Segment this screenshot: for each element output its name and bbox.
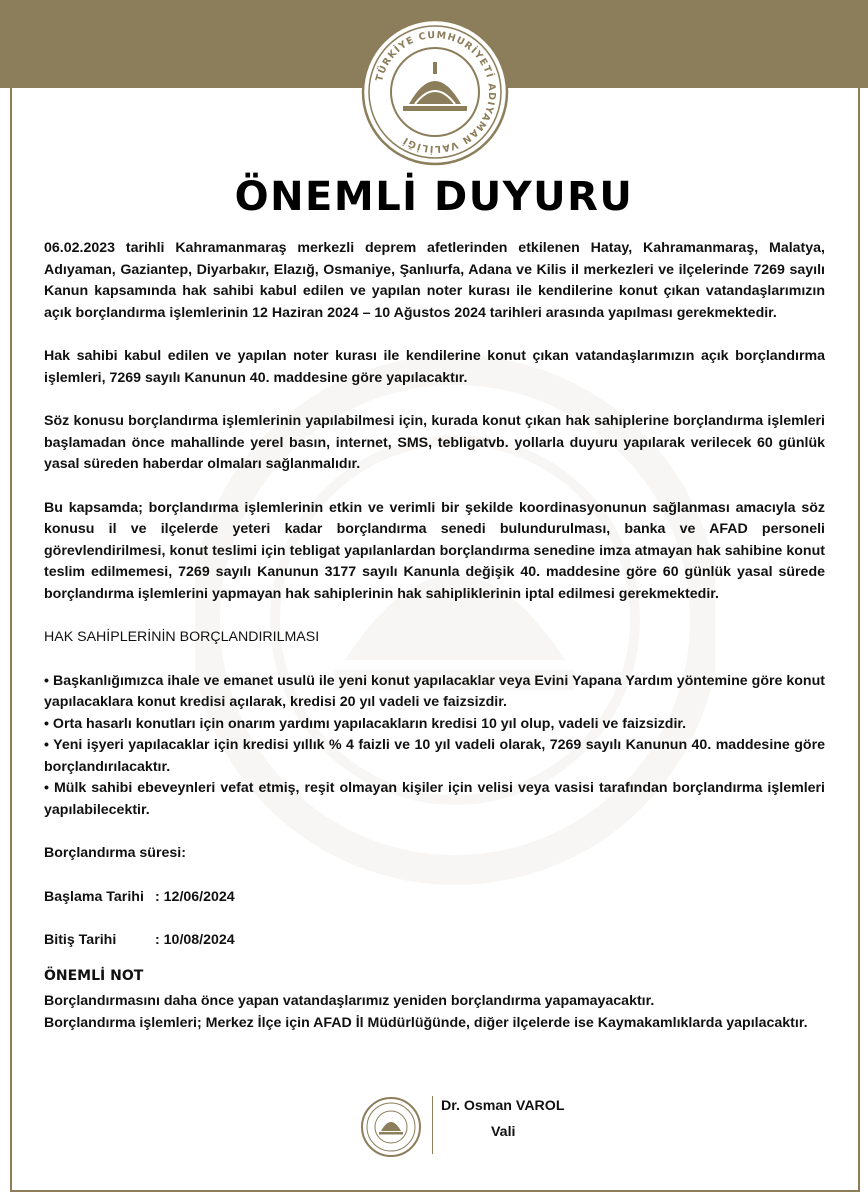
period-label: Borçlandırma süresi: [44, 845, 186, 861]
page-title: ÖNEMLİ DUYURU [234, 174, 634, 220]
start-date-row [44, 887, 825, 909]
signatory-title: Vali [491, 1124, 516, 1140]
bullet-item: • Başkanlığımızca ihale ve emanet usulü ile yeni konut yapılacaklar veya Evini Yapana Yardım yöntemine göre konut yapılacaklara konut kredisi açılarak, kredisi 20 yıl vadeli ve faizsizdir. [44, 672, 825, 710]
paragraph-1: 06.02.2023 tarihli Kahramanmaraş merkezli deprem afetlerinden etkilenen Hatay, Kahramanmaraş, Malatya, Adıyaman, Gaziantep, Diyarbakır, Elazığ, Osmaniye, Şanlıurfa, Adana ve Kilis il merkezleri ve ilçelerinde 7269 sayılı Kanun kapsamında hak sahibi kabul edilen ve yapılan noter kurası ile kendilerine konut çıkan vatandaşlarımızın açık borçlandırma işlemlerinin 12 Haziran 2024 – 10 Ağustos 2024 tarihleri arasında yapılması gerekmektedir. [44, 240, 825, 321]
note-heading: ÖNEMLİ NOT [44, 967, 144, 984]
end-date-value: : 10/08/2024 [155, 932, 235, 948]
announcement-body [44, 238, 825, 1034]
paragraph-4: Bu kapsamda; borçlandırma işlemlerinin etkin ve verimli bir şekilde koordinasyonunun sağlanması amacıyla söz konusu il ve ilçelerde yeteri kadar borçlandırma senedi bulundurulması, banka ve AFAD personeli görevlendirilmesi, konut teslimi için tebligat yapılanlardan borçlandırma senedine imza atmayan hak sahibine konut teslim edilmemesi, 7269 sayılı Kanunun 3177 sayılı Kanunla değişik 40. maddesine göre 60 günlük yasal sürede borçlandırma işlemlerini yapmayan hak sahiplerinin hak sahipliklerinin iptal edilmesi gerekmektedir. [44, 499, 825, 602]
bullet-item: • Orta hasarlı konutları için onarım yardımı yapılacakların kredisi 10 yıl olup, vadeli ve faizsizdir. [44, 715, 687, 732]
paragraph-2: Hak sahibi kabul edilen ve yapılan noter kurası ile kendilerine konut çıkan vatandaşlarımızın açık borçlandırma işlemleri, 7269 sayılı Kanunun 40. maddesine göre yapılacaktır. [44, 348, 825, 386]
signatory-name: Dr. Osman VAROL [441, 1098, 565, 1114]
note-line-1: Borçlandırmasını daha önce yapan vatandaşlarımız yeniden borçlandırma yapamayacaktır. [44, 993, 655, 1009]
start-date-label: Başlama Tarihi [44, 888, 144, 905]
signature-seal-icon [360, 1096, 422, 1158]
seal-ring-text: TÜRKİYE CUMHURİYETİ ADIYAMAN VALİLİĞİ [374, 29, 498, 155]
bullet-item: • Yeni işyeri yapılacaklar için kredisi yıllık % 4 faizli ve 10 yıl vadeli olarak, 7269 sayılı Kanunun 40. maddesine göre borçlandırılacaktır. [44, 737, 825, 775]
paragraph-3: Söz konusu borçlandırma işlemlerinin yapılabilmesi için, kurada konut çıkan hak sahiplerine borçlandırma işlemleri başlamadan önce mahallinde yerel basın, internet, SMS, tebligatvb. yollarla duyuru yapılarak verilecek 60 günlük yasal süreden haberdar olmaları sağlanmalıdır. [44, 413, 825, 472]
signature-divider [432, 1096, 433, 1154]
governorship-seal-icon [361, 18, 509, 166]
start-date-value: : 12/06/2024 [155, 888, 235, 905]
note-line-2: Borçlandırma işlemleri; Merkez İlçe için AFAD İl Müdürlüğünde, diğer ilçelerde ise Kaymakamlıklarda yapılacaktır. [44, 1014, 808, 1031]
bullet-item: • Mülk sahibi ebeveynleri vefat etmiş, reşit olmayan kişiler için velisi veya vasisi tarafından borçlandırma işlemleri yapılabilecektir. [44, 780, 825, 818]
section-heading: HAK SAHİPLERİNİN BORÇLANDIRILMASI [44, 629, 320, 645]
end-date-row [44, 930, 825, 952]
end-date-label: Bitiş Tarihi [44, 932, 117, 948]
